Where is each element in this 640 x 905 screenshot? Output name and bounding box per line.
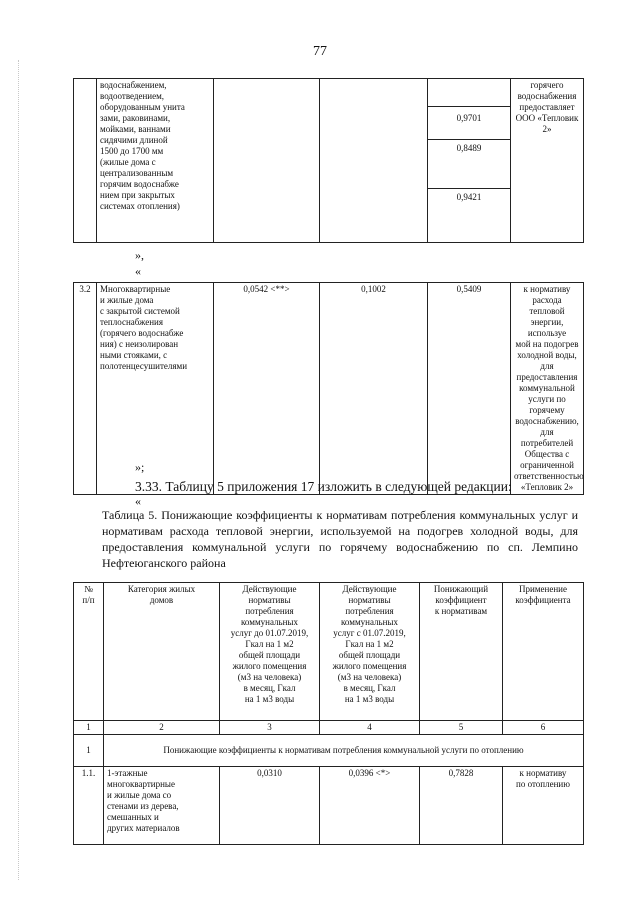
header-application: Применение коэффициента	[503, 583, 584, 721]
row-num: 1.1.	[74, 767, 104, 845]
norm-before-cell: 0,0542 <**>	[214, 283, 320, 495]
quote-open: «	[135, 264, 141, 278]
num-cell	[74, 79, 97, 243]
norm-after-cell: 0,1002	[320, 283, 428, 495]
table-row-3-2	[73, 282, 584, 495]
header-norm-before: Действующие нормативы потребления коммунальных услуг до 01.07.2019, Гкал на 1 м2 общей площади жилого помещения (м3 на человека) в месяц, Гкал на 1 м3 воды	[220, 583, 320, 721]
column-number: 3	[220, 721, 320, 735]
header-norm-after: Действующие нормативы потребления коммунальных услуг с 01.07.2019, Гкал на 1 м2 общей площади жилого помещения (м3 на человека) в месяц, Гкал на 1 м3 воды	[320, 583, 420, 721]
table-caption: Таблица 5. Понижающие коэффициенты к нормативам потребления коммунальных услуг и нормативам расхода тепловой энергии, используемой на подогрев холодной воды, для предоставления коммунальной услуги по горячему водоснабжению по сп. Лемпино Нефтеюганского района	[102, 508, 578, 570]
column-number: 6	[503, 721, 584, 735]
coefficient-value: 0,9421	[456, 192, 482, 202]
header-category: Категория жилых домов	[104, 583, 220, 721]
column-number: 4	[320, 721, 420, 735]
section-heading: 3.33. Таблицу 5 приложения 17 изложить в следующей редакции:	[135, 479, 512, 494]
column-number: 1	[74, 721, 104, 735]
category-cell: 1-этажные многоквартирные и жилые дома со стенами из дерева, смешанных и других материалов	[104, 767, 220, 845]
application-cell: горячего водоснабжения предоставляет ООО «Тепловик 2»	[511, 79, 584, 243]
column-number: 2	[104, 721, 220, 735]
quote-close: »;	[135, 460, 145, 474]
category-cell: водоснабжением, водоотведением, оборудованным унита зами, раковинами, мойками, ваннами сидячими длиной 1500 до 1700 мм (жилые дома с централизованным горячим водоснабже нием при закрытых системах отопления)	[97, 79, 214, 243]
column-number: 5	[420, 721, 503, 735]
num-cell: 3.2	[74, 283, 97, 495]
section-title: Понижающие коэффициенты к нормативам потребления коммунальной услуги по отоплению	[104, 735, 584, 767]
application-cell: к нормативу расхода тепловой энергии, используе мой на подогрев холодной воды, для предоставления коммунальной услуги по горячему водоснабжению, для потребителей Общества с ограниченной ответственностью «Тепловик 2»	[511, 283, 584, 495]
table-top	[73, 78, 584, 243]
norm-after-cell: 0,0396 <*>	[320, 767, 420, 845]
norm-before-cell	[214, 79, 320, 243]
quote-close: »,	[135, 248, 144, 262]
coefficient-cell	[428, 79, 511, 243]
norm-before-cell: 0,0310	[220, 767, 320, 845]
coefficient-value: 0,9701	[428, 107, 510, 140]
quote-open: «	[135, 494, 141, 508]
scan-edge	[18, 60, 19, 880]
coefficient-cell: 0,7828	[420, 767, 503, 845]
table-5	[73, 582, 584, 845]
coefficient-cell: 0,5409	[428, 283, 511, 495]
header-coefficient: Понижающий коэффициент к нормативам	[420, 583, 503, 721]
application-cell: к нормативу по отоплению	[503, 767, 584, 845]
coefficient-value: 0,8489	[428, 140, 510, 189]
page-number: 77	[313, 44, 327, 59]
section-num: 1	[74, 735, 104, 767]
category-cell: Многоквартирные и жилые дома с закрытой системой теплоснабжения (горячего водоснабже ния) с неизолирован ными стояками, с полотенцесушителями	[97, 283, 214, 495]
norm-after-cell	[320, 79, 428, 243]
header-num: № п/п	[74, 583, 104, 721]
